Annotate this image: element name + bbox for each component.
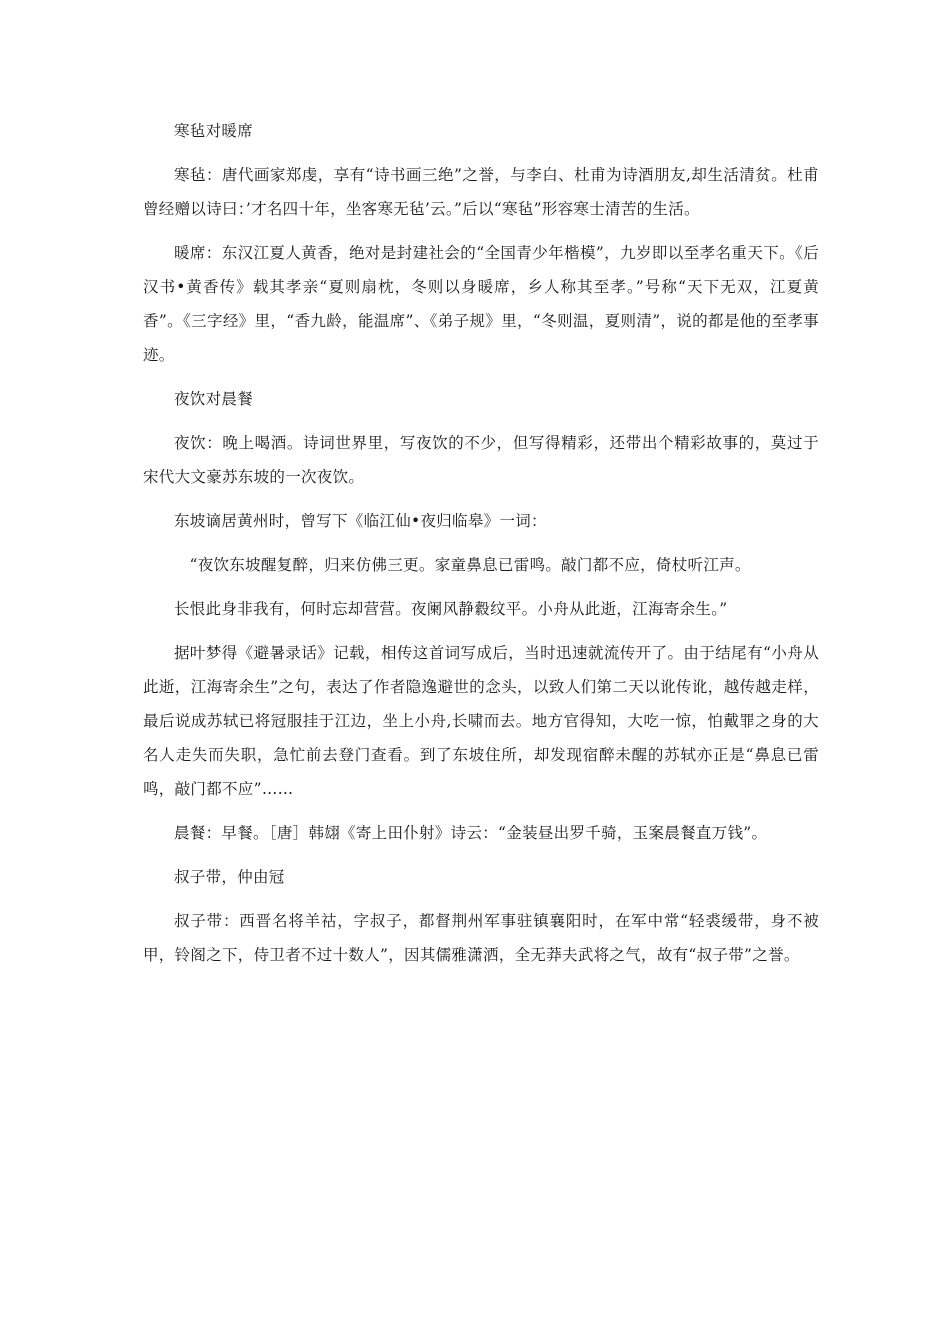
paragraph-shuzidai: 叔子带：西晋名将羊祜，字叔子，都督荆州军事驻镇襄阳时，在军中常“轻裘缓带，身不被甲，铃阁之下，侍卫者不过十数人”，因其儒雅潇洒，全无莽夫武将之气，故有“叔子带”之誉。 bbox=[143, 912, 819, 964]
paragraph-chencan: 晨餐：早餐。［唐］韩翃《寄上田仆射》诗云：“金装昼出罗千骑，玉案晨餐直万钱”。 bbox=[174, 824, 768, 842]
section-heading-hanzhan-nuanxi: 寒毡对暖席 bbox=[174, 122, 254, 140]
paragraph-dongpo-intro: 东坡谪居黄州时，曾写下《临江仙•夜归临皋》一词： bbox=[174, 512, 547, 530]
paragraph-bishu-lu: 据叶梦得《避暑录话》记载，相传这首词写成后，当时迅速就流传开了。由于结尾有“小舟从此逝，江海寄余生”之句，表达了作者隐逸避世的念头，以致人们第二天以讹传讹，越传越走样，最后说成苏轼已将冠服挂于江边，坐上小舟,长啸而去。地方官得知，大吃一惊，怕戴罪之身的大名人走失而失职，急忙前去登门查看。到了东坡住所，却发现宿醉未醒的苏轼亦正是“鼻息已雷鸣，敲门都不应”…… bbox=[143, 644, 819, 798]
poem-line-2: 长恨此身非我有，何时忘却营营。夜阑风静縠纹平。小舟从此逝，江海寄余生。” bbox=[174, 600, 728, 618]
section-heading-shuzidai: 叔子带，仲由冠 bbox=[174, 868, 285, 886]
section-heading-yeyin-chencan: 夜饮对晨餐 bbox=[174, 390, 254, 408]
paragraph-nuanxi: 暖席：东汉江夏人黄香，绝对是封建社会的“全国青少年楷模”，九岁即以至孝名重天下。《后汉书•黄香传》载其孝亲“夏则扇枕，冬则以身暖席，乡人称其至孝。”号称“天下无双，江夏黄香”。《三字经》里，“香九龄，能温席”、《弟子规》里，“冬则温，夏则清”，说的都是他的至孝事迹。 bbox=[143, 244, 819, 364]
paragraph-yeyin: 夜饮：晚上喝酒。诗词世界里，写夜饮的不少，但写得精彩，还带出个精彩故事的，莫过于宋代大文豪苏东坡的一次夜饮。 bbox=[143, 434, 819, 486]
document-body bbox=[143, 114, 819, 982]
paragraph-hanzhan: 寒毡：唐代画家郑虔，享有“诗书画三绝”之誉，与李白、杜甫为诗酒朋友,却生活清贫。杜甫曾经赠以诗曰：’才名四十年，坐客寒无毡’云。”后以“寒毡”形容寒士清苦的生活。 bbox=[143, 166, 819, 218]
poem-line-1: “夜饮东坡醒复醉，归来仿佛三更。家童鼻息已雷鸣。敲门都不应，倚杖听江声。 bbox=[189, 556, 751, 574]
